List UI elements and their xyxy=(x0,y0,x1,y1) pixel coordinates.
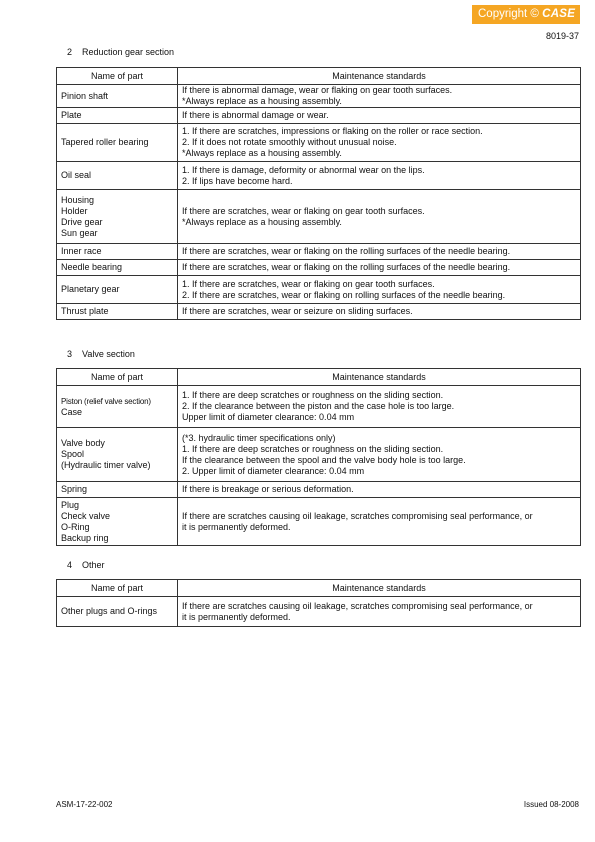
part-name-line: Tapered roller bearing xyxy=(61,137,149,147)
part-name-line: Thrust plate xyxy=(61,306,109,316)
section-title: Valve section xyxy=(82,349,135,359)
standard-line: it is permanently deformed. xyxy=(182,611,291,622)
table-row xyxy=(57,85,581,108)
standard-cell xyxy=(178,260,581,276)
column-header-part: Name of part xyxy=(57,68,178,85)
part-cell xyxy=(57,260,178,276)
standard-line: If the clearance between the spool and the valve body hole is too large. xyxy=(182,454,466,465)
part-cell xyxy=(57,108,178,124)
standard-line: If there are scratches causing oil leakage, scratches compromising seal performance, or xyxy=(182,600,533,611)
part-name-line: Spring xyxy=(61,484,88,494)
part-name-line: Plate xyxy=(61,110,82,120)
table-row xyxy=(57,386,581,428)
part-cell xyxy=(57,124,178,162)
part-name xyxy=(61,170,173,181)
part-name-line: Housing xyxy=(61,194,95,205)
standard-line: If there is breakage or serious deformation. xyxy=(182,484,354,494)
part-name-line: Inner race xyxy=(61,246,102,256)
column-header-standard: Maintenance standards xyxy=(178,68,581,85)
part-name-line: Other plugs and O-rings xyxy=(61,606,158,616)
standard-line: If there are scratches, wear or flaking on gear tooth surfaces. xyxy=(182,205,425,216)
standard-cell xyxy=(178,190,581,244)
part-cell xyxy=(57,428,178,482)
part-name xyxy=(61,91,173,102)
maintenance-standard xyxy=(182,484,576,495)
section-number: 2 xyxy=(67,47,73,57)
standard-line: 1. If there are scratches, impressions or flaking on the roller or race section. xyxy=(182,126,483,136)
part-name xyxy=(61,606,173,617)
part-name-line: O-Ring xyxy=(61,521,90,532)
section-heading-other xyxy=(67,560,105,571)
standard-cell xyxy=(178,386,581,428)
standard-line: If there is abnormal damage, wear or flaking on gear tooth surfaces. xyxy=(182,85,453,95)
section-heading-valve xyxy=(67,349,135,360)
standard-line: If there are scratches, wear or seizure on sliding surfaces. xyxy=(182,306,413,316)
maintenance-standard xyxy=(182,433,576,477)
part-name-line: Plug xyxy=(61,499,80,510)
section-title: Other xyxy=(82,560,105,570)
standard-line: 1. If there are deep scratches or roughness on the sliding section. xyxy=(182,390,444,400)
section-heading-reduction-gear xyxy=(67,47,174,58)
maintenance-standard xyxy=(182,601,576,623)
part-cell xyxy=(57,482,178,498)
reduction-gear-table xyxy=(56,67,581,320)
maintenance-standard xyxy=(182,85,576,107)
part-name-line: Holder xyxy=(61,205,88,216)
part-name-line: (Hydraulic timer valve) xyxy=(61,460,151,470)
table-row xyxy=(57,597,581,627)
other-section-table xyxy=(56,579,581,627)
standard-line: it is permanently deformed. xyxy=(182,521,291,532)
standard-cell xyxy=(178,428,581,482)
standard-line: If there are scratches, wear or flaking on the rolling surfaces of the needle bearing. xyxy=(182,262,511,272)
standard-line: If there are scratches, wear or flaking on the rolling surfaces of the needle bearing. xyxy=(182,246,511,256)
part-cell xyxy=(57,190,178,244)
maintenance-standard xyxy=(182,246,576,257)
table-row xyxy=(57,162,581,190)
part-name-line: Piston (relief valve section) xyxy=(61,396,151,406)
part-name xyxy=(61,195,173,239)
table-row xyxy=(57,428,581,482)
maintenance-standard xyxy=(182,306,576,317)
maintenance-standard xyxy=(182,126,576,159)
standard-cell xyxy=(178,276,581,304)
column-header-standard: Maintenance standards xyxy=(178,369,581,386)
standard-cell xyxy=(178,162,581,190)
standard-line: 2. If it does not rotate smoothly without unusual noise. xyxy=(182,137,397,147)
case-logo: CASE xyxy=(542,8,576,20)
part-name-line: Case xyxy=(61,406,83,417)
part-cell xyxy=(57,162,178,190)
standard-line: If there are scratches causing oil leakage, scratches compromising seal performance, or xyxy=(182,510,533,521)
copyright-badge xyxy=(472,5,580,24)
part-name xyxy=(61,438,173,471)
standard-line: If there is abnormal damage or wear. xyxy=(182,110,329,120)
page-number: 8019-37 xyxy=(545,31,579,41)
part-name xyxy=(61,306,173,317)
part-name-line: Pinion shaft xyxy=(61,90,109,101)
standard-line: 2. Upper limit of diameter clearance: 0.04 mm xyxy=(182,465,365,476)
document-code: ASM-17-22-002 xyxy=(56,800,113,809)
standard-cell xyxy=(178,597,581,627)
standard-line: 2. If lips have become hard. xyxy=(182,175,293,186)
part-name xyxy=(61,396,173,418)
part-name xyxy=(61,246,173,257)
standard-line: *Always replace as a housing assembly. xyxy=(182,96,342,106)
standard-cell xyxy=(178,498,581,546)
part-cell xyxy=(57,498,178,546)
part-name-line: Valve body xyxy=(61,438,105,448)
part-name-line: Sun gear xyxy=(61,227,98,238)
table-row xyxy=(57,124,581,162)
standard-cell xyxy=(178,244,581,260)
standard-cell xyxy=(178,124,581,162)
maintenance-standard xyxy=(182,206,576,228)
part-cell xyxy=(57,276,178,304)
maintenance-standard xyxy=(182,390,576,423)
valve-section-table xyxy=(56,368,581,546)
part-cell xyxy=(57,386,178,428)
standard-cell xyxy=(178,85,581,108)
table-row xyxy=(57,244,581,260)
standard-line: (*3. hydraulic timer specifications only) xyxy=(182,432,336,443)
part-name-line: Planetary gear xyxy=(61,284,120,294)
table-row xyxy=(57,498,581,546)
standard-cell xyxy=(178,482,581,498)
part-name-line: Oil seal xyxy=(61,170,92,180)
part-name xyxy=(61,284,173,295)
standard-line: *Always replace as a housing assembly. xyxy=(182,216,342,227)
standard-line: 2. If the clearance between the piston and the case hole is too large. xyxy=(182,401,455,411)
part-name xyxy=(61,262,173,273)
part-name-line: Check valve xyxy=(61,510,111,521)
part-name-line: Spool xyxy=(61,449,85,459)
standard-line: *Always replace as a housing assembly. xyxy=(182,148,342,158)
standard-cell xyxy=(178,108,581,124)
standard-cell xyxy=(178,304,581,320)
issue-date: Issued 08-2008 xyxy=(523,800,579,809)
part-cell xyxy=(57,597,178,627)
maintenance-standard xyxy=(182,110,576,121)
column-header-part: Name of part xyxy=(57,580,178,597)
column-header-part: Name of part xyxy=(57,369,178,386)
part-name xyxy=(61,137,173,148)
table-row xyxy=(57,304,581,320)
section-title: Reduction gear section xyxy=(82,47,175,57)
maintenance-standard xyxy=(182,279,576,301)
part-cell xyxy=(57,85,178,108)
table-row xyxy=(57,108,581,124)
part-name-line: Backup ring xyxy=(61,532,109,543)
part-name-line: Drive gear xyxy=(61,216,103,227)
part-cell xyxy=(57,304,178,320)
part-name xyxy=(61,500,173,544)
table-row xyxy=(57,190,581,244)
standard-line: 2. If there are scratches, wear or flaking on rolling surfaces of the needle bearing. xyxy=(182,289,506,300)
part-name xyxy=(61,484,173,495)
table-row xyxy=(57,260,581,276)
maintenance-standard xyxy=(182,511,576,533)
section-number: 4 xyxy=(67,560,73,570)
part-cell xyxy=(57,244,178,260)
standard-line: 1. If there is damage, deformity or abnormal wear on the lips. xyxy=(182,164,425,175)
table-row xyxy=(57,482,581,498)
standard-line: 1. If there are deep scratches or roughness on the sliding section. xyxy=(182,443,444,454)
column-header-standard: Maintenance standards xyxy=(178,580,581,597)
part-name xyxy=(61,110,173,121)
maintenance-standard xyxy=(182,165,576,187)
table-row xyxy=(57,276,581,304)
section-number: 3 xyxy=(67,349,73,359)
maintenance-standard xyxy=(182,262,576,273)
part-name-line: Needle bearing xyxy=(61,262,123,272)
standard-line: 1. If there are scratches, wear or flaking on gear tooth surfaces. xyxy=(182,278,435,289)
standard-line: Upper limit of diameter clearance: 0.04 mm xyxy=(182,412,355,422)
copyright-text: Copyright © xyxy=(478,8,539,20)
